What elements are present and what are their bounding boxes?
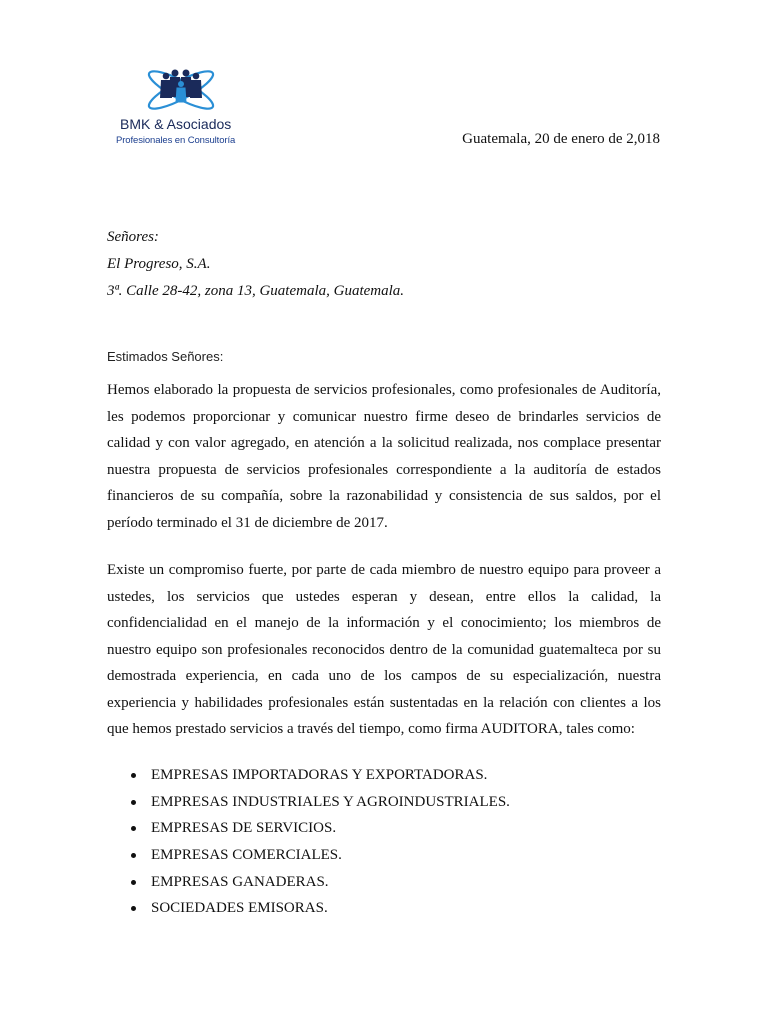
greeting: Estimados Señores: bbox=[107, 349, 224, 364]
bullet-icon bbox=[131, 853, 136, 858]
bullet-icon bbox=[131, 880, 136, 885]
list-item-text: EMPRESAS GANADERAS. bbox=[151, 873, 329, 890]
bullet-icon bbox=[131, 906, 136, 911]
list-item-text: EMPRESAS DE SERVICIOS. bbox=[151, 820, 337, 837]
addressee-block bbox=[107, 224, 404, 305]
list-item-text: EMPRESAS INDUSTRIALES Y AGROINDUSTRIALES. bbox=[151, 793, 510, 810]
list-item bbox=[107, 842, 510, 869]
list-item bbox=[107, 815, 510, 842]
list-item-text: EMPRESAS COMERCIALES. bbox=[151, 847, 342, 864]
addressee-address: 3ª. Calle 28-42, zona 13, Guatemala, Guatemala. bbox=[107, 283, 405, 299]
addressee-company: El Progreso, S.A. bbox=[107, 256, 211, 272]
company-logo bbox=[112, 64, 252, 154]
company-tagline: Profesionales en Consultoría bbox=[116, 135, 236, 146]
list-item bbox=[107, 895, 510, 922]
bullet-icon bbox=[131, 800, 136, 805]
list-item bbox=[107, 762, 510, 789]
client-types-list bbox=[107, 762, 510, 922]
list-item-text: EMPRESAS IMPORTADORAS Y EXPORTADORAS. bbox=[151, 767, 488, 783]
list-item-text: SOCIEDADES EMISORAS. bbox=[151, 900, 328, 917]
list-item bbox=[107, 789, 510, 816]
bullet-icon bbox=[131, 773, 136, 778]
people-orbit-logo-icon bbox=[142, 64, 220, 114]
company-name: BMK & Asociados bbox=[120, 116, 232, 132]
body-paragraph: Existe un compromiso fuerte, por parte de cada miembro de nuestro equipo para proveer a ustedes, los servicios que ustedes esperan y desean, entre ellos la calidad, la confidencialidad en el manejo de la información y el conocimiento; los miembros de nuestro equipo son profesionales reconocidos dentro de la comunidad guatemalteca por su demostrada experiencia, en cada uno de los campos de su especialización, nuestra experiencia y habilidades profesionales están sustentadas en la relación con clientes a los que hemos prestado servicios a través del tiempo, como firma AUDITORA, tales como: bbox=[107, 562, 661, 737]
body-paragraph: Hemos elaborado la propuesta de servicios profesionales, como profesionales de Auditoría, les podemos proporcionar y comunicar nuestro firme deseo de brindarles servicios de calidad y con valor agregado, en atención a la solicitud realizada, nos complace presentar nuestra propuesta de servicios profesionales correspondiente a la auditoría de estados financieros de su compañía, sobre la razonabilidad y consistencia de sus saldos, por el período terminado el 31 de diciembre de 2017. bbox=[107, 382, 661, 531]
date-line: Guatemala, 20 de enero de 2,018 bbox=[462, 131, 660, 147]
bullet-icon bbox=[131, 826, 136, 831]
addressee-salutation: Señores: bbox=[107, 229, 159, 245]
list-item bbox=[107, 869, 510, 896]
